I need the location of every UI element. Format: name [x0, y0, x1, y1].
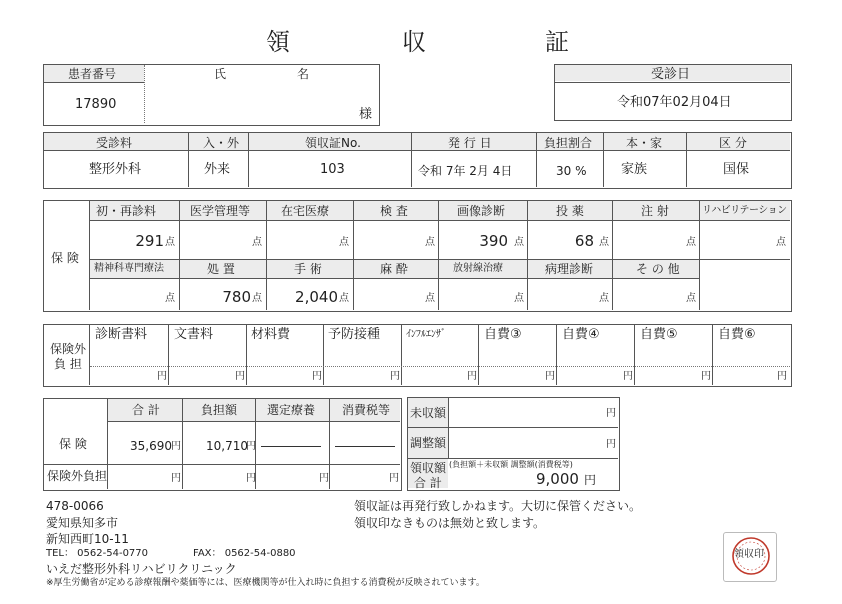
unit-point: 点: [514, 237, 524, 248]
honorific: 様: [359, 107, 373, 122]
unit-point: 点: [165, 237, 175, 248]
info-self-family: 家族: [621, 162, 648, 177]
unit-yen: 円: [545, 371, 555, 382]
unit-point: 点: [339, 293, 349, 304]
unit-yen: 円: [171, 441, 181, 452]
clinic-name: いえだ整形外科リハビリクリニック: [46, 562, 237, 576]
info-category: 国保: [723, 162, 750, 177]
paid-label-1: 領収額: [410, 461, 447, 475]
header-exam: 検 査: [380, 204, 408, 218]
visit-date-label: 受診日: [651, 67, 691, 82]
unit-yen: 円: [777, 371, 787, 382]
header-total: 合 計: [132, 403, 160, 417]
visit-date: 令和07年02月04日: [617, 95, 732, 110]
header-document-fee: 文書料: [174, 327, 214, 342]
unit-point: 点: [776, 237, 786, 248]
header-self-pay-5: 自費⑤: [640, 327, 678, 342]
unit-yen: 円: [157, 371, 167, 382]
unit-yen: 円: [235, 371, 245, 382]
unit-yen: 円: [623, 371, 633, 382]
info-inout: 外来: [204, 162, 231, 177]
header-self-pay-4: 自費④: [562, 327, 600, 342]
unit-yen: 円: [389, 473, 399, 484]
clinic-address-2: 新知西町10-11: [46, 532, 129, 546]
header-vaccination: 予防接種: [328, 327, 381, 342]
unit-yen: 円: [246, 441, 256, 452]
unit-point: 点: [252, 237, 262, 248]
clinic-postal: 478-0066: [46, 499, 104, 513]
header-imaging: 画像診断: [457, 204, 506, 218]
unit-point: 点: [425, 237, 435, 248]
unit-point: 点: [686, 237, 696, 248]
value-imaging: 390: [479, 232, 508, 250]
unit-yen: 円: [390, 371, 400, 382]
paid-amount: 9,000: [536, 470, 579, 488]
totals-insurance-label: 保 険: [59, 437, 87, 451]
info-header-ratio: 負担割合: [544, 136, 593, 150]
info-header-dept: 受診料: [96, 136, 133, 150]
info-header-issue-date: 発 行 日: [448, 136, 492, 150]
adjust-label: 調整額: [410, 436, 447, 450]
value-initial-visit: 291: [135, 232, 164, 250]
unpaid-label: 未収額: [410, 406, 447, 420]
header-certificate-fee: 診断書料: [95, 327, 148, 342]
info-header-self-family: 本・家: [626, 136, 663, 150]
clinic-address-1: 愛知県知多市: [46, 516, 119, 530]
header-rehabilitation: リハビリテーション: [702, 205, 787, 216]
note-no-reissue: 領収証は再発行致しかねます。大切に保管ください。: [354, 499, 642, 513]
header-pathology: 病理診断: [545, 262, 594, 276]
header-radiation: 放射線治療: [453, 263, 503, 274]
paid-formula: (負担額＋未収額 調整額(消費税等): [449, 460, 573, 469]
unit-yen: 円: [584, 473, 597, 487]
header-surgery: 手 術: [294, 262, 322, 276]
header-injection: 注 射: [641, 204, 669, 218]
unit-point: 点: [425, 293, 435, 304]
info-header-inout: 入・外: [203, 136, 240, 150]
clinic-tel: TEL： 0562-54-0770: [46, 548, 149, 559]
totals-out-label: 保険外負担: [47, 469, 108, 483]
totals-insurance-burden: 10,710: [206, 439, 248, 453]
info-issue-date: 令和 7年 2月 4日: [418, 164, 513, 178]
header-psychiatry: 精神科専門療法: [94, 263, 164, 274]
header-medication: 投 薬: [556, 204, 584, 218]
unit-yen: 円: [467, 371, 477, 382]
name-label-2: 名: [297, 67, 310, 81]
patient-number-label: 患者番号: [68, 67, 117, 81]
unit-point: 点: [686, 293, 696, 304]
title-char-3: 証: [545, 28, 569, 56]
unit-yen: 円: [312, 371, 322, 382]
footer-note: ※厚生労働省が定める診療報酬や薬価等には、医療機関等が仕入れ時に負担する消費税が反映されています。: [46, 578, 485, 588]
unit-point: 点: [252, 293, 262, 304]
value-procedure: 780: [222, 288, 251, 306]
info-ratio: 30 %: [556, 164, 587, 178]
insurance-label: 保 険: [51, 251, 79, 265]
header-consumption-tax: 消費税等: [342, 403, 391, 417]
header-other: そ の 他: [636, 262, 680, 276]
unit-yen: 円: [701, 371, 711, 382]
unit-yen: 円: [246, 473, 256, 484]
header-selected-care: 選定療養: [267, 403, 316, 417]
stamp-text: 領収印: [734, 549, 764, 560]
unit-yen: 円: [606, 408, 616, 419]
note-stamp-required: 領収印なきものは無効と致します。: [354, 516, 546, 530]
header-material-fee: 材料費: [251, 327, 291, 342]
value-surgery: 2,040: [295, 288, 338, 306]
unit-point: 点: [514, 293, 524, 304]
unit-yen: 円: [606, 439, 616, 450]
header-self-pay-3: 自費③: [484, 327, 522, 342]
unit-point: 点: [339, 237, 349, 248]
out-label-2: 負 担: [54, 357, 82, 371]
header-initial-visit: 初・再診料: [96, 204, 157, 218]
title-char-1: 領: [266, 28, 290, 56]
header-influenza: ｲﾝﾌﾙｴﾝｻﾞ: [406, 329, 446, 340]
unit-point: 点: [599, 293, 609, 304]
info-header-receipt-no: 領収証No.: [305, 136, 361, 150]
header-home-care: 在宅医療: [281, 204, 330, 218]
name-label-1: 氏: [214, 67, 227, 81]
header-anesthesia: 麻 酔: [380, 262, 408, 276]
header-self-pay-6: 自費⑥: [718, 327, 756, 342]
title-char-2: 収: [402, 28, 426, 56]
header-procedure: 処 置: [207, 262, 235, 276]
clinic-fax: FAX： 0562-54-0880: [193, 548, 296, 559]
receipt-stamp: [730, 535, 772, 577]
out-label-1: 保険外: [50, 342, 87, 356]
unit-point: 点: [165, 293, 175, 304]
value-medication: 68: [574, 232, 594, 250]
unit-yen: 円: [171, 473, 181, 484]
header-burden: 負担額: [201, 403, 238, 417]
info-receipt-no: 103: [320, 162, 345, 177]
totals-insurance-total: 35,690: [130, 439, 172, 453]
info-header-category: 区 分: [719, 136, 747, 150]
unit-yen: 円: [319, 473, 329, 484]
header-medical-management: 医学管理等: [190, 204, 251, 218]
info-dept: 整形外科: [89, 162, 142, 177]
unit-point: 点: [599, 237, 609, 248]
patient-number: 17890: [75, 97, 117, 112]
paid-label-2: 合 計: [414, 476, 442, 490]
